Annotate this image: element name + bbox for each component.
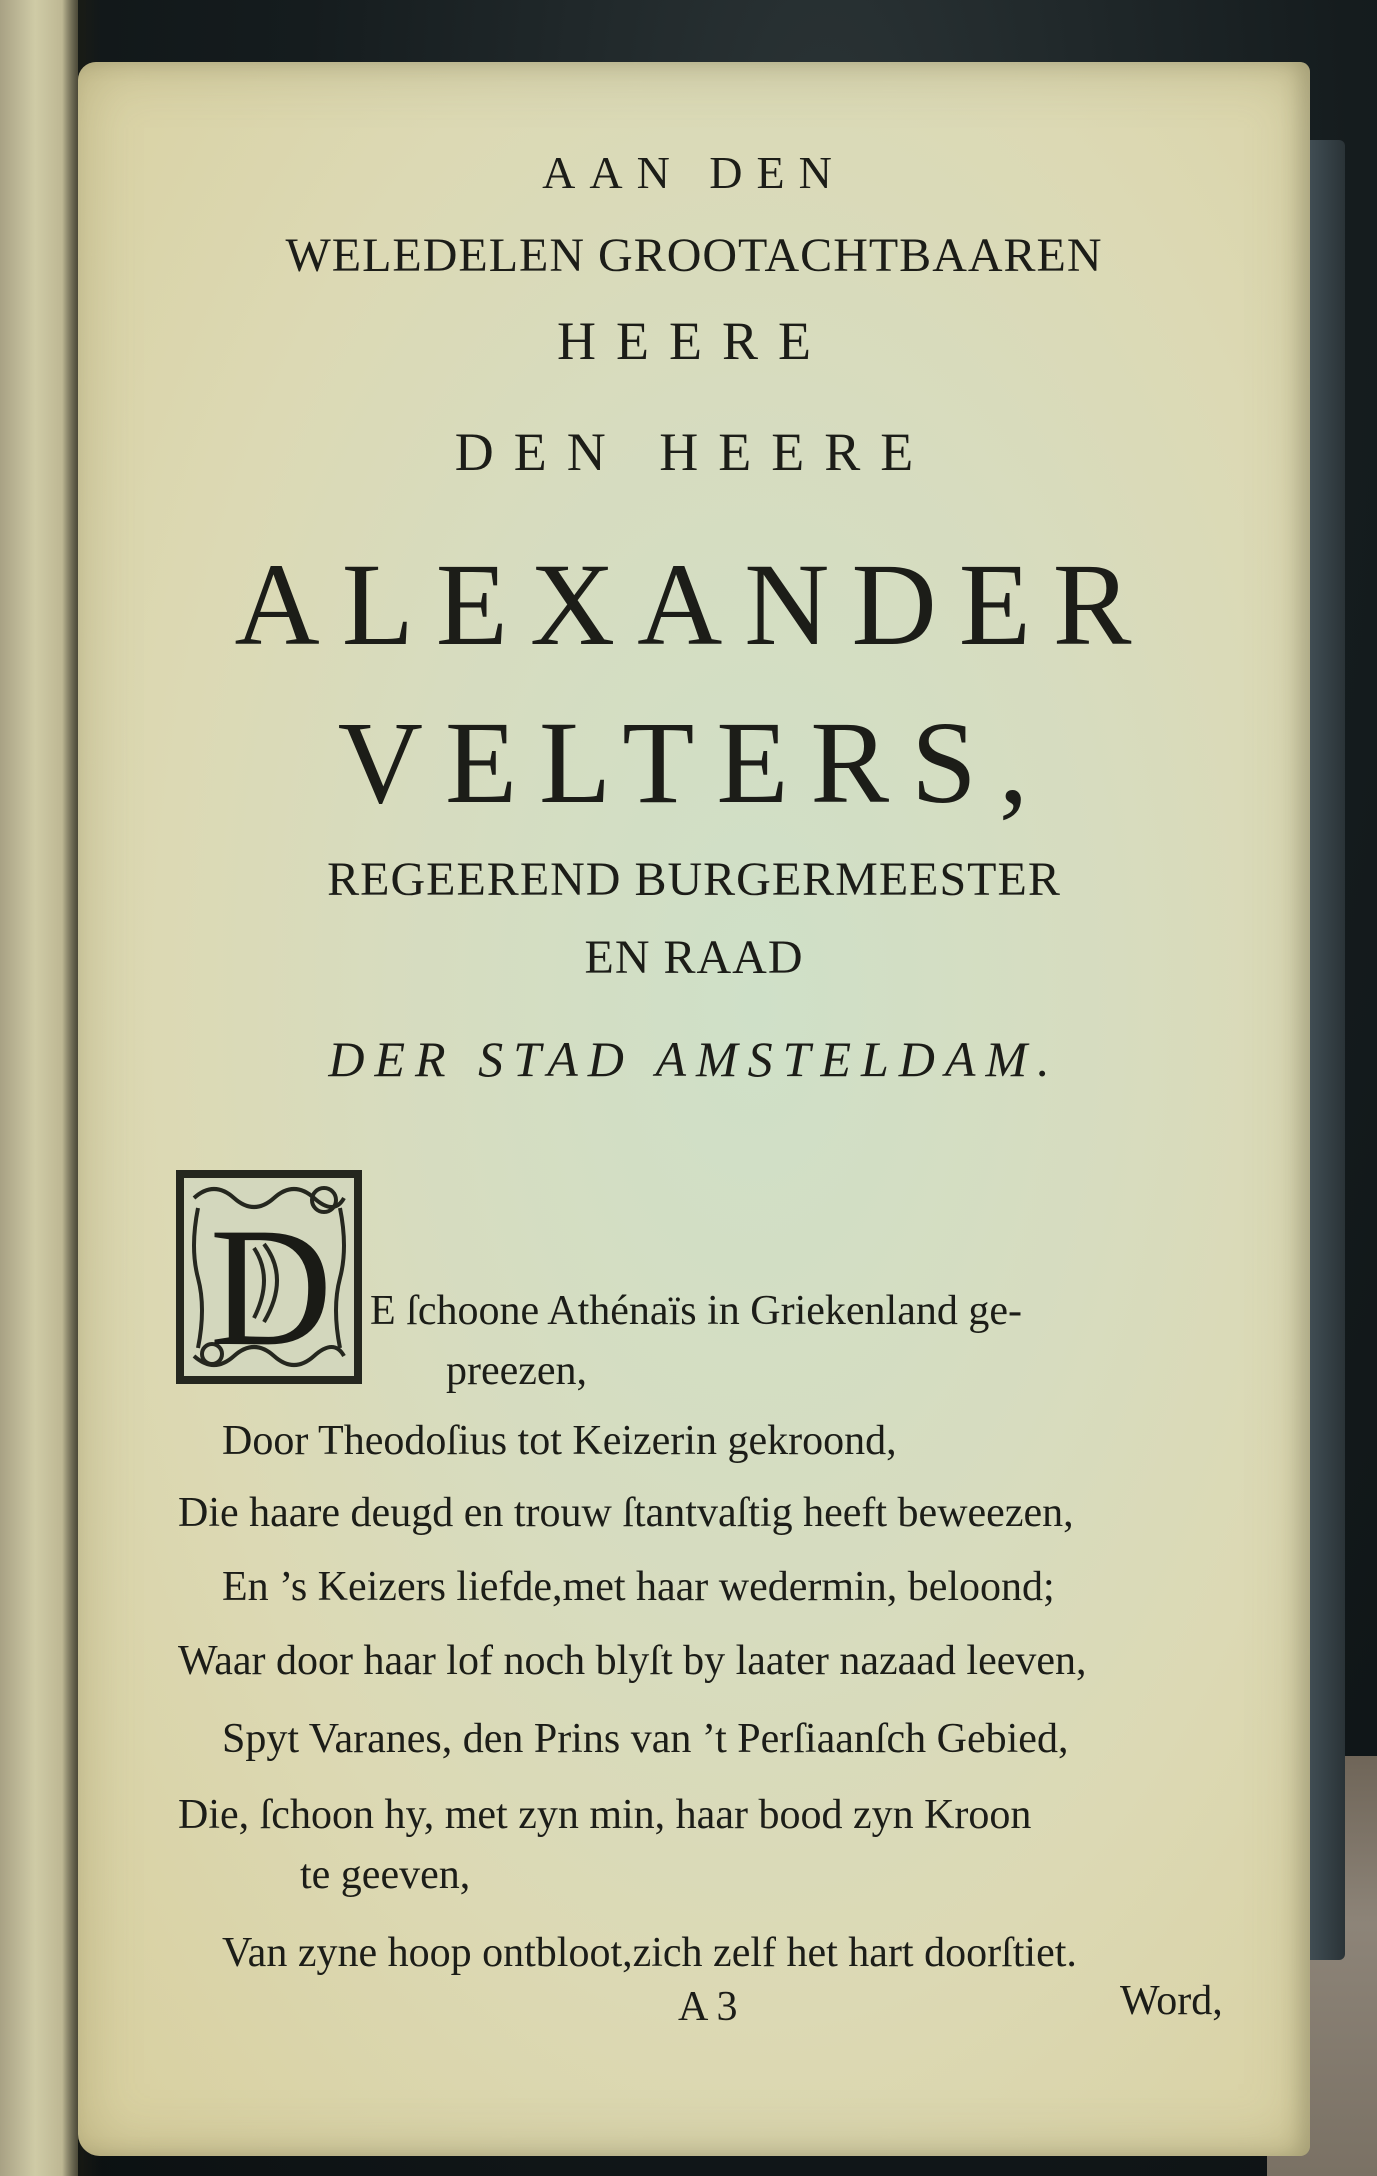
heading-name-last: VELTERS, [337,697,1051,828]
verse-line-2: Door Theodoſius tot Keizerin gekroond, [222,1418,897,1464]
catchword: Word, [1120,1978,1223,2024]
verse-line-8: Van zyne hoop ontbloot,zich zelf het hart doorſtiet. [222,1930,1077,1976]
heading-office-raad: EN RAAD [584,931,804,984]
verse-line-7: Die, ſchoon hy, met zyn min, haar bood zyn Kroon [178,1792,1032,1838]
heading-name-first: ALEXANDER [234,539,1154,670]
heading-line-weledelen: WELEDELEN GROOTACHTBAAREN [285,229,1103,282]
heading-line-den-heere: DEN HEERE [454,422,934,482]
verse-line-3: Die haare deugd en trouw ſtantvaſtig heeft beweezen, [178,1490,1074,1536]
heading-line-heere: HEERE [557,311,831,371]
book-page [78,62,1310,2156]
heading-office-burgermeester: REGEEREND BURGERMEESTER [327,853,1061,906]
drop-cap-letter: D [209,1193,333,1381]
verse-line-5: Waar door haar lof noch blyſt by laater nazaad leeven, [178,1638,1087,1684]
verse-line-7-cont: te geeven, [300,1852,471,1898]
verse-line-4: En ’s Keizers liefde,met haar wedermin, beloond; [222,1564,1055,1610]
heading-city: DER STAD AMSTELDAM. [328,1031,1060,1087]
verse-line-1: E ſchoone Athénaïs in Griekenland ge- [370,1288,1022,1334]
heading-line-aan-den: AAN DEN [542,147,846,198]
ornamental-drop-cap [176,1170,362,1384]
verse-line-6: Spyt Varanes, den Prins van ’t Perſiaanſch Gebied, [222,1716,1069,1762]
signature-mark: A 3 [678,1984,738,2030]
verse-line-1-cont: preezen, [446,1348,588,1394]
